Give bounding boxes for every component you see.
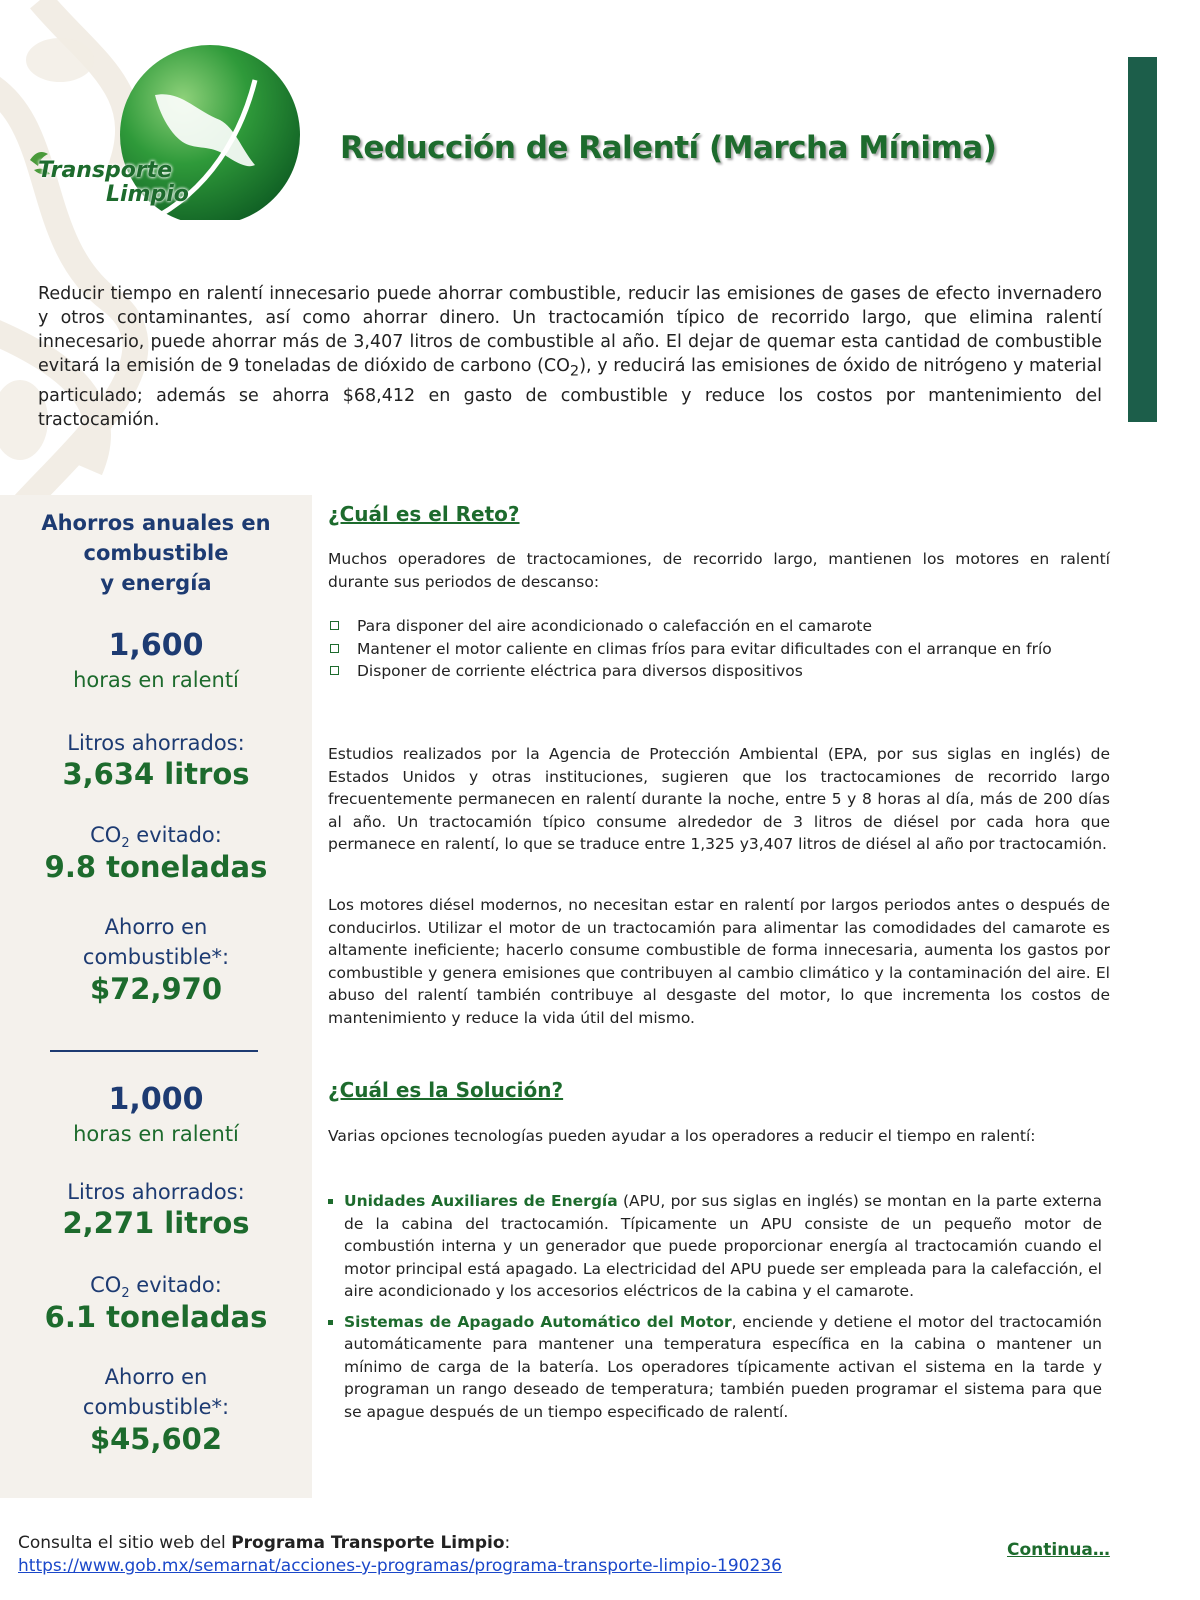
- solution-term: Unidades Auxiliares de Energía: [344, 1192, 618, 1210]
- fuel-label: [0, 1362, 312, 1422]
- co2-value: 6.1 toneladas: [44, 1300, 268, 1334]
- intro-text-a: Reducir tiempo en ralentí innecesario puede ahorrar combustible, reducir las emisiones de gases de efecto invernadero y otros contaminantes, así como ahorrar dinero. Un tractocamión típico de recorrido largo, que elimina ralentí innecesario, puede ahorrar más de 3,407 litros de combustible al año. El dejar de quemar esta cantidad de combustible evitará la emisión de 9 toneladas de dióxido de carbono (CO: [38, 284, 1102, 376]
- fuel-label-line1: Ahorro en: [104, 1365, 208, 1389]
- square-bullet-icon: [330, 644, 339, 653]
- solution-text: , enciende y detiene el motor del tractocamión automáticamente para mantener una temperatura específica en la cabina o mantener un mínimo de carga de la batería. Los operadores típicamente activan el sistema en la tarde y programan un rango deseado de temperatura; también pueden programar el sistema para que se apague después de un tiempo especificado de ralentí.: [344, 1312, 1102, 1421]
- square-bullet-icon: [330, 621, 339, 630]
- liters-value: 3,634 litros: [62, 757, 250, 791]
- list-item-text: Para disponer del aire acondicionado o calefacción en el camarote: [357, 617, 873, 635]
- co2-label-pre: CO: [90, 823, 122, 847]
- liters-value: 2,271 litros: [62, 1206, 250, 1240]
- solution-title: ¿Cuál es la Solución?: [328, 1078, 564, 1102]
- co2-label-post: evitado:: [129, 1273, 222, 1297]
- intro-co2-subscript: 2: [569, 362, 580, 380]
- challenge-paragraph-2: Los motores diésel modernos, no necesitan estar en ralentí por largos periodos antes o después de conducirlos. Utilizar el motor de un tractocamión para alimentar las comodidades del camarote es altamente ineficiente; hacerlo consume combustible de forma innecesaria, aumenta los gastos por combustible y genera emisiones que contribuyen al cambio climático y la contaminación del aire. El abuso del ralentí también contribuye al desgaste del motor, lo que incrementa los costos de mantenimiento y reduce la vida útil del mismo.: [328, 896, 1110, 1027]
- fuel-label-line1: Ahorro en: [104, 915, 208, 939]
- list-item: [328, 638, 1110, 661]
- hours-label: horas en ralentí: [73, 668, 239, 692]
- hours-value: 1,000: [108, 1082, 204, 1117]
- co2-value: 9.8 toneladas: [44, 850, 268, 884]
- fuel-label-line2: combustible*:: [82, 945, 230, 969]
- accent-bar: [1128, 57, 1157, 422]
- fuel-value: $45,602: [89, 1422, 223, 1456]
- co2-label-sub: 2: [121, 1286, 130, 1302]
- co2-label-post: evitado:: [129, 823, 222, 847]
- hours-value: 1,600: [108, 628, 204, 663]
- transporte-limpio-logo: [20, 40, 320, 220]
- fuel-label-line2: combustible*:: [82, 1395, 230, 1419]
- list-item: [328, 615, 1110, 638]
- list-item-text: Mantener el motor caliente en climas fríos para evitar dificultades con el arranque en frío: [357, 639, 1052, 658]
- co2-label-sub: 2: [121, 836, 130, 852]
- liters-label: Litros ahorrados:: [67, 1180, 245, 1204]
- bullet-icon: [328, 1320, 333, 1325]
- list-item: [328, 1311, 1102, 1424]
- footer-text-pre: Consulta el sitio web del: [18, 1533, 232, 1553]
- fuel-label: [0, 912, 312, 972]
- list-item: [328, 1190, 1102, 1303]
- footer-program-name: Programa Transporte Limpio: [231, 1533, 505, 1553]
- program-website-link[interactable]: https://www.gob.mx/semarnat/acciones-y-programas/programa-transporte-limpio-190236: [18, 1556, 782, 1576]
- page-title: Reducción de Ralentí (Marcha Mínima): [340, 130, 997, 166]
- challenge-list: [328, 615, 1110, 683]
- savings-heading-line3: y energía: [100, 571, 212, 595]
- list-item-text: Disponer de corriente eléctrica para diversos dispositivos: [357, 662, 803, 680]
- footer-text-post: :: [504, 1533, 511, 1553]
- footer-text: [18, 1533, 510, 1553]
- liters-label: Litros ahorrados:: [67, 731, 245, 755]
- hours-label: horas en ralentí: [73, 1122, 239, 1146]
- savings-heading-line1: Ahorros anuales en: [41, 511, 271, 535]
- challenge-intro: Muchos operadores de tractocamiones, de recorrido largo, mantienen los motores en ralentí durante sus periodos de descanso:: [328, 550, 1110, 591]
- list-item: [328, 660, 1110, 683]
- co2-label-pre: CO: [90, 1273, 122, 1297]
- continue-link[interactable]: Continua…: [1007, 1540, 1110, 1560]
- sidebar-divider: [50, 1050, 258, 1052]
- challenge-paragraph-1: Estudios realizados por la Agencia de Protección Ambiental (EPA, por sus siglas en inglés) de Estados Unidos y otras instituciones, sugieren que los tractocamiones de recorrido largo frecuentemente permanecen en ralentí durante la noche, entre 5 y 8 horas al día, más de 200 días al año. Un tractocamión típico consume alrededor de 3 litros de diésel por cada hora que permanece en ralentí, lo que se traduce entre 1,325 y3,407 litros de diésel al año por tractocamión.: [328, 745, 1110, 853]
- savings-heading: [0, 508, 312, 598]
- fuel-value: $72,970: [89, 972, 223, 1006]
- solution-list: [328, 1190, 1102, 1431]
- solution-term: Sistemas de Apagado Automático del Motor: [344, 1312, 732, 1331]
- challenge-title: ¿Cuál es el Reto?: [328, 502, 520, 526]
- intro-text-b: ), y reducirá las emisiones de óxido de nitrógeno y material particulado; además se ahorra $68,412 en gasto de combustible y reduce los costos por mantenimiento del tractocamión.: [38, 356, 1103, 430]
- bullet-icon: [328, 1199, 333, 1204]
- square-bullet-icon: [330, 666, 339, 675]
- savings-heading-line2: combustible: [83, 541, 229, 565]
- solution-intro: Varias opciones tecnologías pueden ayudar a los operadores a reducir el tiempo en ralentí:: [328, 1127, 1036, 1145]
- logo-text-line1: Transporte: [38, 158, 173, 183]
- solution-text: (APU, por sus siglas en inglés) se montan en la parte externa de la cabina del tractocamión. Típicamente un APU consiste de un pequeño motor de combustión interna y un generador que puede proporcionar energía al tractocamión cuando el motor principal está apagado. La electricidad del APU puede ser empleada para la calefacción, el aire acondicionado y los accesorios eléctricos de la cabina y el camarote.: [344, 1192, 1102, 1300]
- logo-text-line2: Limpio: [106, 182, 189, 207]
- intro-paragraph: [38, 282, 1102, 432]
